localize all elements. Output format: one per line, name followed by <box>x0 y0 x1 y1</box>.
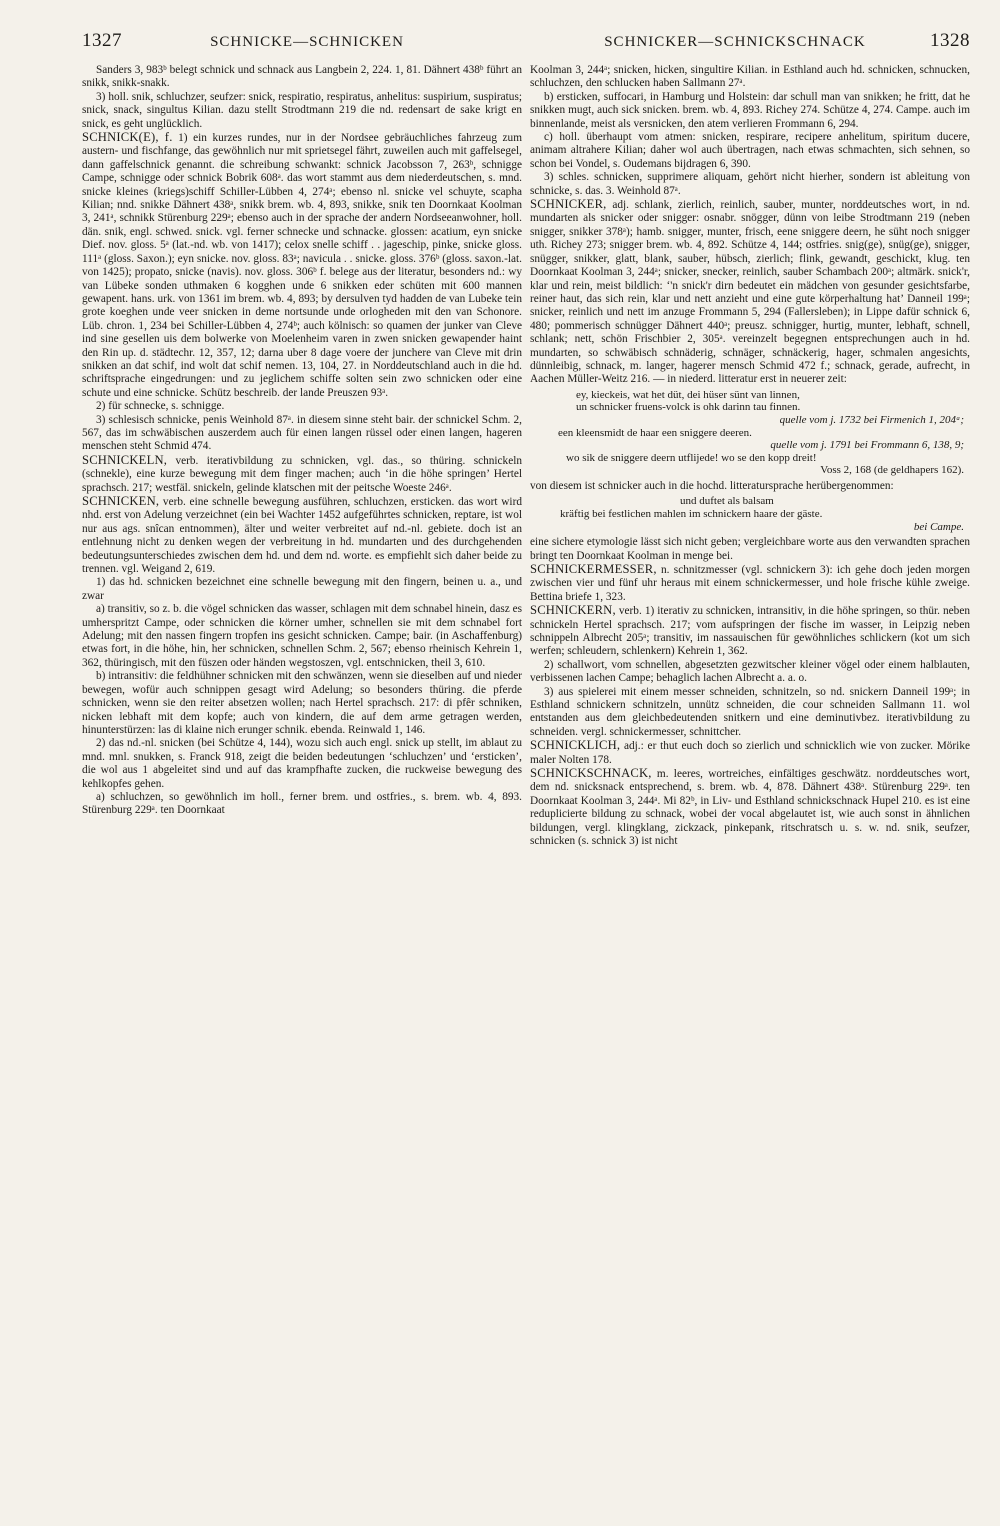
entry-paragraph <box>82 400 522 413</box>
entry-text: 2) schallwort, vom schnellen, abgesetzten gezwitscher kleiner vögel oder einem halblauten, verbissenen lachen Campe; behaglich lachen Albrecht a. a. o. <box>530 658 970 685</box>
headword: SCHNICKERN, <box>530 603 616 618</box>
entry-paragraph <box>530 171 970 198</box>
entry-text: adj.: er thut euch doch so zierlich und schnicklich wie von zucker. Mörike maler Nolten 178. <box>530 740 970 766</box>
dictionary-entry <box>82 454 522 495</box>
headword: SCHNICK(E), f. <box>82 130 173 145</box>
quote-source: bei Campe. <box>913 520 964 533</box>
entry-text: 3) holl. snik, schluchzer, seufzer: snick, respiratio, respiratus, anhelitus: suspirium, suspiratus; snick, snack, singultus Kilian. dazu stellt Strodtmann 219 die nd. redensart de sake krigt en snick, es geht unglücklich. <box>82 90 522 130</box>
entry-paragraph <box>82 91 522 131</box>
entry-text: 3) schles. schnicken, supprimere aliquam, gehört nicht hierher, sondern ist ableitung von schnicke, s. das. 3. Weinhold 87ᵃ. <box>530 171 970 197</box>
entry-paragraph <box>530 659 970 686</box>
entry-paragraph <box>82 670 522 737</box>
quote-line: un schnicker fruens-volck is ohk darinn tau finnen. <box>576 401 801 414</box>
quote-source: quelle vom j. 1732 bei Firmenich 1, 204ᵃ; <box>779 413 964 426</box>
entry-paragraph <box>82 64 522 91</box>
quote-line: wo sik de sniggere deern utflijede! wo se den kopp dreit! <box>566 451 817 464</box>
right-running-title: SCHNICKER—SCHNICKSCHNACK <box>604 34 866 50</box>
page-header <box>82 30 970 64</box>
entry-text: m. leeres, wortreiches, einfältiges geschwätz. norddeutsches wort, dem nd. snicksnack entsprechend, s. brem. wb. 4, 878. Dähnert 438ᵃ. Stürenburg 229ᵃ. ten Doornkaat Koolman 3, 244ᵃ. Mi 82ᵇ, in Liv- und Esthland schnickschnack Hupel 210. es ist eine reduplicierte bildung zu schnack, wobei der vocal abgelautet ist, wie auch sonst in ähnlichen bildungen, vergl. klingklang, zickzack, pinkepank, ritschratsch u. s. w. nd. snik, seufzer, schnicken (s. schnick 3) ist nicht <box>530 768 970 848</box>
headword: SCHNICKLICH, <box>530 738 621 753</box>
entry-text: 3) schlesisch schnicke, penis Weinhold 87ᵃ. in diesem sinne steht bair. der schnickel Schm. 2, 567, das im schwäbischen auszerdem auch für einen langen rüssel oder einen langen, hageren menschen steht Schmid 474. <box>82 413 522 453</box>
entry-paragraph <box>530 91 970 131</box>
entry-text: Koolman 3, 244ᵃ; snicken, hicken, singultire Kilian. in Esthland auch hd. schnicken, schnucken, schluchzen, den schlucken haben Sallmann 27ᵃ. <box>530 64 970 90</box>
quote-line: kräftig bei festlichen mahlen im schnickern haare der gäste. <box>560 507 823 520</box>
headword: SCHNICKSCHNACK, <box>530 766 652 780</box>
entry-paragraph <box>82 791 522 818</box>
entry-text: 2) für schnecke, s. schnigge. <box>96 400 225 413</box>
entry-text: b) ersticken, suffocari, in Hamburg und Holstein: dar schull man van snikken; he fritt, dat he snikken mugt, auch sick snicken. brem. wb. 4, 893. Richey 274. Schütze 4, 274. Campe. auch im binnenlande, meist als versnicken, den atem verlieren Frommann 6, 294. <box>530 90 970 130</box>
entry-text: a) transitiv, so z. b. die vögel schnicken das wasser, schlagen mit dem schnabel hinein, dasz es umherspritzt Campe, oder schnicken die körner umher, schnellen sie mit dem schnabel fort Adelung; mit den nassen fingern tropfen ins gesicht schnicken. Campe; bair. (in Aschaffenburg) etwas fort, in die höhe, hin, her schnicken, schnellen Schm. 2, 567; ebenso rheinisch Kehrein 1, 362, thüringisch, mit den füszen oder händen wegstoszen, vgl. entschnicken, theil 3, 610. <box>82 603 522 669</box>
entry-text: verb. 1) iterativ zu schnicken, intransitiv, in die höhe springen, so thür. neben schnickeln Hertel sprachsch. 217; vom aufspringen der fische im wasser, in Leipzig neben schnippeln Albrecht 205ᵃ; transitiv, im nassauischen für gewöhnliches schlickern (kot um sich werfen; schleudern, schlenkern) Kehrein 1, 362. <box>530 605 970 658</box>
dictionary-entry <box>530 563 970 604</box>
entry-text: c) holl. überhaupt vom atmen: snicken, respirare, recipere anhelitum, spiritum ducere, animam altrahere Kilian; daher wol auch übertragen, nach etwas schmachten, sich sehnen, so schon bei Vondel, s. Oudemans bijdragen 6, 390. <box>530 131 970 170</box>
dictionary-entry <box>82 131 522 400</box>
entry-text: adj. schlank, zierlich, reinlich, sauber, munter, norddeutsches wort, in nd. mundarten als snicker oder snigger: osnabr. snögger, dünn von leibe Strodtmann 219 (neben snigger, snikker 378ᵃ); hamb. snigger, munter, frisch, eene sniggere deern, he süht noch snigger uth. Richey 273; snigger brem. wb. 4, 892. Schütze 4, 144; ostfries. snig(ge), snüg(ge), snigger, snügger, snikker, glatt, blank, sauber, hübsch, zierlich; flink, gewandt, geschickt, klug. ten Doornkaat Koolman 3, 244ᵃ; snicker, snecker, reinlich, sauber Schambach 200ᵃ; altmärk. snick'r, klar und rein, meist bildlich: ‘'n snick'r dirn bedeutet ein mädchen von gesunder gesichtsfarbe, reiner haut, das sich rein, klar und nett anzieht und eine gute körperhaltung hat’ Danneil 199ᵃ; snicker, reinlich und nett im anzuge Frommann 5, 294 (Fallersleben); in Lippe dafür schnick 6, 480; pommerisch schnügger Dähnert 440ᵃ; preusz. schnigger, hurtig, munter, lebhaft, schnell, schlank; nett, schön Frischbier 2, 305ᵃ. vereinzelt begegnen entsprechungen auch in hd. mundarten, so schwäbisch schnäderig, schnäger, schnäckerig, hager, schmalen angesichts, dünnleibig, schnack, m. langer, hagerer mensch Schmid 472 f.; schnack, gerade, aufrecht, in Aachen Müller-Weitz 216. — in niederd. litteratur erst in neuerer zeit: <box>530 199 970 386</box>
right-column <box>530 64 970 1504</box>
headword: SCHNICKEN, <box>82 494 160 508</box>
quote-source: Voss 2, 168 (de geldhapers 162). <box>820 464 964 477</box>
entry-paragraph <box>82 414 522 454</box>
dictionary-entry <box>530 604 970 659</box>
entry-paragraph <box>530 131 970 171</box>
entry-text: n. schnitzmesser (vgl. schnickern 3): ich gehe doch jeden morgen zwischen vier und fünf uhr heraus mit einem schnickermesser, und hole frische kühle zweige. Bettina briefe 1, 323. <box>530 563 970 603</box>
dictionary-entry <box>530 198 970 387</box>
entry-text: eine sichere etymologie lässt sich nicht geben; vergleichbare worte aus den verwandten sprachen bringt ten Doornkaat Koolman in menge bei. <box>530 536 970 562</box>
left-page-number: 1327 <box>82 30 122 51</box>
entry-paragraph <box>530 536 970 563</box>
right-header <box>530 30 970 52</box>
entry-text: 3) aus spielerei mit einem messer schneiden, schnitzeln, so nd. snickern Danneil 199ᵃ; in Esthland schnickern schnitzeln, unnütz schneiden, die cour schneiden Sallmann 11. wol entstanden aus dem gleichbedeutenden snitkern und eine deminutivbez. iterativbildung zu schneiden. vergl. schnickermesser, schnittcher. <box>530 685 970 738</box>
headword: SCHNICKELN, <box>82 452 168 467</box>
quote-line: und duftet als balsam <box>680 495 774 508</box>
headword: SCHNICKERMESSER, <box>530 561 657 576</box>
dictionary-entry <box>530 739 970 767</box>
quote-line: een kleensmidt de haar een sniggere deeren. <box>558 426 752 439</box>
headword: SCHNICKER, <box>530 197 607 212</box>
right-page-number: 1328 <box>929 30 970 51</box>
entry-paragraph <box>82 576 522 603</box>
left-running-title: SCHNICKE—SCHNICKEN <box>210 34 404 50</box>
entry-paragraph <box>530 686 970 740</box>
entry-text: 1) ein kurzes rundes, nur in der Nordsee gebräuchliches fahrzeug zum austern- und fischfange, das gewöhnlich nur mit sprietsegel fährt, zuweilen auch mit gaffelsegel, dann gaffelschnick genannt. die schreibung schwankt: schnick Jacobsson 7, 263ᵇ, schnigge Campe, schnigge oder schnick Bobrik 608ᵃ. das wort stammt aus dem niederdeutschen, s. mnd. snicke kleines (kriegs)schiff Schiller-Lübben 4, 274ᵃ; ebenso nl. snicke vel schuyte, scapha Kilian; nnd. snikke Dähnert 438ᵃ, snikk brem. wb. 4, 893, snikke, snik ten Doornkaat Koolman 3, 241ᵃ, schnikk Stürenburg 229ᵃ; ebenso auch in der sprache der andern Nordseeanwohner, holl. dän. snik, engl. schwed. snick. vgl. ferner schnecke und schnacke. glossen: acatium, eyn snicke Dief. nov. gloss. 5ᵃ (lat.-nd. wb. von 1417); celox snelle schiff . . jageschip, pinke, snicke gloss. 111ᵃ (gloss. Saxon.); eyn snicke. nov. gloss. 83ᵃ; navicula . . snicke. gloss. 376ᵇ (gloss. saxon.-lat. von 1425); propato, snicke (navis). nov. gloss. 306ᵇ f. belege aus der literatur, besonders nd.: wy van Lübeke sonden uthmaken 6 kogghen unde 6 snikken eder schüten mit 600 mannen gewapent. hans. urk. von 1361 im brem. wb. 4, 893; by dersulven tyd hadden de van Lubeke tein grote koeghen unde veer snicken in deme nortsunde unde orlogheden mit den van Schonore. Lüb. chron. 1, 234 bei Schiller-Lübben 4, 274ᵇ; auch kölnisch: so quamen der junker van Cleve ind sine gesellen uis dem bolwerke von Moelenheim varen in zwen snicken gewapender haint den Rin up. d. städtechr. 12, 357, 12; darna uber 8 dage voere der junchere van Cleve mit drin snikken an dat schif, ind wolt dat schif nemen. 13, 104, 27. in Norddeutschland auch in die hd. schriftsprache eingedrungen: und zu jeglichem schiffe solten sein zwo schnicken oder eine schute und eine schnicke. Schütz beschreib. der lande Preuszen 93ᵃ. <box>82 132 522 399</box>
dictionary-entry <box>530 767 970 848</box>
quote-source: quelle vom j. 1791 bei Frommann 6, 138, 9; <box>770 439 964 452</box>
dictionary-entry <box>82 495 522 576</box>
entry-text: b) intransitiv: die feldhühner schnicken mit den schwänzen, wenn sie dieselben auf und nieder bewegen, wofür auch schnippen gesagt wird Adelung; so besonders thüring. die pferde schnicken, wenn sie den reiter absetzen wollen; nach Hertel sprachsch. 217: di pfêr schniken, nicken lebhaft mit dem kopfe; auch von kindern, die auf dem arme getragen werden, hinunterstürzen: las di klaine nich erunger schnik. ebenda. Reinwald 1, 146. <box>82 670 522 736</box>
entry-paragraph <box>82 737 522 791</box>
quote-line: ey, kieckeis, wat het düt, dei hüser sünt van linnen, <box>576 388 800 401</box>
entry-paragraph <box>530 64 970 91</box>
entry-text: 1) das hd. schnicken bezeichnet eine schnelle bewegung mit den fingern, beinen u. a., und zwar <box>82 576 522 602</box>
quotation-block-1 <box>530 389 970 477</box>
entry-text: verb. iterativbildung zu schnicken, vgl. das., so thüring. schnickeln (schnekle), eine kurze bewegung mit dem finger machen; auch ‘in die höhe springen’ Hertel sprachsch. 217; westfäl. snickeln, gelinde klatschen mit der peitsche Woeste 246ᵃ. <box>82 454 522 494</box>
entry-text: von diesem ist schnicker auch in die hochd. litteratursprache herübergenommen: <box>530 479 894 492</box>
left-column <box>82 64 522 1504</box>
entry-text: 2) das nd.-nl. snicken (bei Schütze 4, 144), wozu sich auch engl. snick up stellt, im ablaut zu mnd. mnl. snukken, s. Franck 918, zeigt die beiden bedeutungen ‘schluchzen’ und ‘ersticken’, die wol aus 1 abgeleitet sind und auf das krampfhafte zucken, die ruckweise bewegung des kehlkopfes gehen. <box>82 737 522 790</box>
entry-text: Sanders 3, 983ᵇ belegt schnick und schnack aus Langbein 2, 224. 1, 81. Dähnert 438ᵇ führt an snikk, snikk-snakk. <box>82 64 522 90</box>
entry-paragraph <box>530 480 970 493</box>
entry-text: a) schluchzen, so gewöhnlich im holl., ferner brem. und ostfries., s. brem. wb. 4, 893. Stürenburg 229ᵃ. ten Doornkaat <box>82 790 522 817</box>
entry-paragraph <box>82 603 522 670</box>
entry-text: verb. eine schnelle bewegung ausführen, schluchzen, ersticken. das wort wird nhd. erst von Adelung verzeichnet (ein bei Wachter 1452 aufgeführtes schnicken, reptare, ist wol nur aus ags. snîcan entnommen), älter und weiter verbreitet auf nd.-nl. gebiete. doch ist an entlehnung nicht zu denken wegen der verbreitung in hd. mundarten und des durchgehenden bedeutungsunterschiedes zwischen dem hd. und dem nd. worte. es empfiehlt sich daher beide zu trennen. vgl. Weigand 2, 619. <box>82 496 522 576</box>
quotation-block-2 <box>530 495 970 533</box>
left-header <box>82 30 522 52</box>
